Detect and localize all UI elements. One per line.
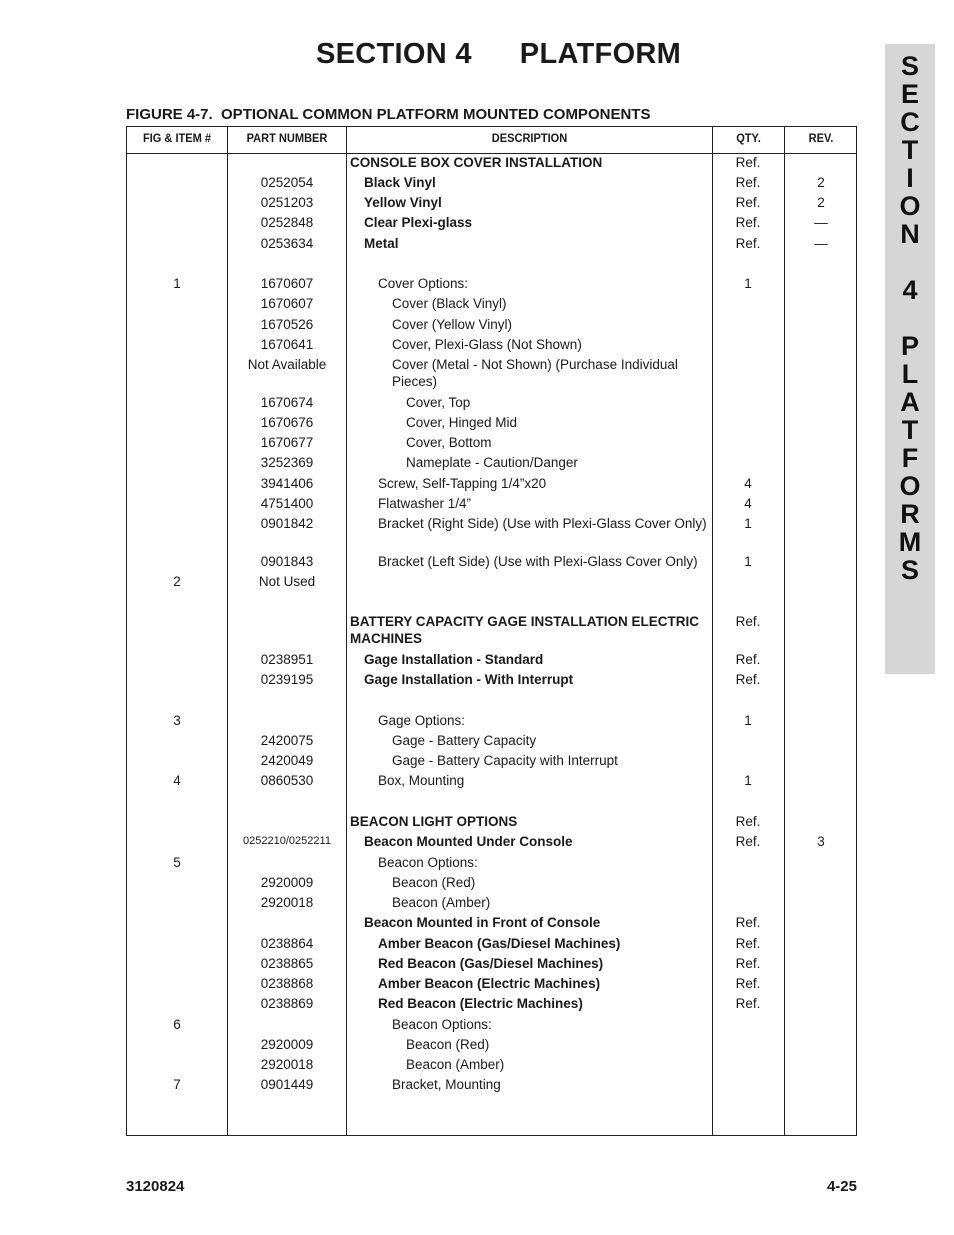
quantity: Ref. xyxy=(735,996,761,1011)
part-description: Bracket (Left Side) (Use with Plexi-Glass Cover Only) xyxy=(378,554,698,569)
part-number: 1670607 xyxy=(260,276,314,291)
fig-item-number: 7 xyxy=(173,1077,181,1092)
part-number: 0901843 xyxy=(260,554,314,569)
quantity: 1 xyxy=(744,554,752,569)
side-tab-letter: R xyxy=(900,499,920,529)
quantity: Ref. xyxy=(735,834,761,849)
side-tab-letter: S xyxy=(900,555,919,585)
part-description: Cover, Top xyxy=(406,395,471,410)
part-description: Cover Options: xyxy=(378,276,469,291)
fig-item-number: 2 xyxy=(173,574,181,589)
part-number: 0238951 xyxy=(260,652,314,667)
quantity: Ref. xyxy=(735,956,761,971)
part-number: 0238868 xyxy=(260,976,314,991)
part-description: Gage - Battery Capacity xyxy=(392,733,537,748)
part-description: Beacon (Amber) xyxy=(392,895,491,910)
quantity: Ref. xyxy=(735,155,761,170)
part-number: 2920018 xyxy=(260,895,314,910)
part-number: 0901842 xyxy=(260,516,314,531)
part-description: Yellow Vinyl xyxy=(364,195,442,210)
part-description: Gage Installation - Standard xyxy=(364,652,544,667)
page-number: 4-25 xyxy=(826,1178,857,1195)
part-number: 0901449 xyxy=(260,1077,314,1092)
quantity: Ref. xyxy=(735,652,761,667)
revision: — xyxy=(814,215,828,230)
part-description: Red Beacon (Electric Machines) xyxy=(378,996,583,1011)
part-number: 1670674 xyxy=(260,395,314,410)
part-description: Cover (Yellow Vinyl) xyxy=(392,317,513,332)
part-number: Not Used xyxy=(258,574,316,589)
column-divider xyxy=(784,126,785,1136)
part-description: Gage Installation - With Interrupt xyxy=(364,672,574,687)
part-description: Beacon (Red) xyxy=(392,875,476,890)
part-description: Cover (Metal - Not Shown) (Purchase Individual Pieces) xyxy=(392,357,678,389)
fig-item-number: 1 xyxy=(173,276,181,291)
part-description: Metal xyxy=(364,236,399,251)
part-description: Beacon Mounted Under Console xyxy=(364,834,573,849)
quantity: Ref. xyxy=(735,672,761,687)
quantity: 1 xyxy=(744,276,752,291)
fig-item-number: 6 xyxy=(173,1017,181,1032)
part-description: Cover, Plexi-Glass (Not Shown) xyxy=(392,337,582,352)
revision: 2 xyxy=(817,195,825,210)
side-tab-letter: T xyxy=(901,135,919,165)
part-description: CONSOLE BOX COVER INSTALLATION xyxy=(350,155,603,170)
quantity: Ref. xyxy=(735,195,761,210)
fig-item-number: 4 xyxy=(173,773,181,788)
part-number: 0253634 xyxy=(260,236,314,251)
part-number: 0251203 xyxy=(260,195,314,210)
part-description: Beacon (Red) xyxy=(406,1037,490,1052)
part-number: 1670526 xyxy=(260,317,314,332)
side-tab-letter: N xyxy=(900,219,920,249)
revision: 3 xyxy=(817,834,825,849)
part-number: 4751400 xyxy=(260,496,314,511)
part-number: 2920018 xyxy=(260,1057,314,1072)
section-label: SECTION 4 xyxy=(316,38,472,70)
quantity: 1 xyxy=(744,516,752,531)
fig-item-number: 3 xyxy=(173,713,181,728)
side-tab-letter: S xyxy=(900,51,919,81)
part-description: Nameplate - Caution/Danger xyxy=(406,455,578,470)
part-description: Cover, Hinged Mid xyxy=(406,415,518,430)
part-description: BEACON LIGHT OPTIONS xyxy=(350,814,518,829)
quantity: 1 xyxy=(744,773,752,788)
figure-title: FIGURE 4-7. OPTIONAL COMMON PLATFORM MOUNTED COMPONENTS xyxy=(126,106,651,123)
side-tab-letter: P xyxy=(900,331,919,361)
side-tab-letter: 4 xyxy=(902,275,918,305)
section-side-tab xyxy=(885,44,935,674)
part-number: 0239195 xyxy=(260,672,314,687)
part-description: Beacon Options: xyxy=(378,855,478,870)
side-tab-letter: M xyxy=(898,527,922,557)
part-number: 2420075 xyxy=(260,733,314,748)
side-tab-letter: L xyxy=(901,359,919,389)
column-header-part-number: PART NUMBER xyxy=(246,131,328,145)
column-header-rev: REV. xyxy=(808,131,834,145)
quantity: Ref. xyxy=(735,976,761,991)
quantity: 4 xyxy=(744,496,752,511)
part-description: Cover (Black Vinyl) xyxy=(392,296,507,311)
part-description: Beacon Options: xyxy=(392,1017,492,1032)
quantity: Ref. xyxy=(735,236,761,251)
part-description: Gage Options: xyxy=(378,713,466,728)
part-number: 3252369 xyxy=(260,455,314,470)
part-description: Beacon (Amber) xyxy=(406,1057,505,1072)
side-tab-letter: O xyxy=(899,191,921,221)
quantity: Ref. xyxy=(735,614,761,629)
column-header-qty: QTY. xyxy=(736,131,761,145)
side-tab-letter: T xyxy=(901,415,919,445)
part-description: Bracket (Right Side) (Use with Plexi-Glass Cover Only) xyxy=(378,516,707,531)
part-description: Beacon Mounted in Front of Console xyxy=(364,915,601,930)
part-description: Amber Beacon (Electric Machines) xyxy=(378,976,601,991)
part-description: Cover, Bottom xyxy=(406,435,492,450)
quantity: Ref. xyxy=(735,215,761,230)
quantity: Ref. xyxy=(735,175,761,190)
part-number: 0238869 xyxy=(260,996,314,1011)
part-number: 1670676 xyxy=(260,415,314,430)
quantity: Ref. xyxy=(735,936,761,951)
quantity: Ref. xyxy=(735,915,761,930)
part-description: Screw, Self-Tapping 1/4”x20 xyxy=(378,476,547,491)
revision: 2 xyxy=(817,175,825,190)
part-number: 2920009 xyxy=(260,1037,314,1052)
side-tab-letter: F xyxy=(901,443,919,473)
quantity: 4 xyxy=(744,476,752,491)
part-description: Red Beacon (Gas/Diesel Machines) xyxy=(378,956,604,971)
part-number: 0252210/0252211 xyxy=(243,835,331,847)
part-number: 0238865 xyxy=(260,956,314,971)
part-description: Amber Beacon (Gas/Diesel Machines) xyxy=(378,936,621,951)
part-number: 3941406 xyxy=(260,476,314,491)
column-header-fig: FIG & ITEM # xyxy=(142,131,212,145)
quantity: Ref. xyxy=(735,814,761,829)
part-number: 0252848 xyxy=(260,215,314,230)
part-description: Bracket, Mounting xyxy=(392,1077,501,1092)
column-header-description: DESCRIPTION xyxy=(491,131,568,145)
document-number: 3120824 xyxy=(126,1178,185,1195)
side-tab-letter: C xyxy=(900,107,920,137)
part-number: 2920009 xyxy=(260,875,314,890)
side-tab-letter: I xyxy=(906,163,914,193)
part-description: Clear Plexi-glass xyxy=(364,215,473,230)
part-number: 0238864 xyxy=(260,936,314,951)
section-name: PLATFORM xyxy=(519,38,682,70)
section-heading xyxy=(316,38,681,71)
fig-item-number: 5 xyxy=(173,855,181,870)
revision: — xyxy=(814,236,828,251)
part-description: Box, Mounting xyxy=(378,773,465,788)
part-number: 1670607 xyxy=(260,296,314,311)
side-tab-letter: O xyxy=(899,471,921,501)
part-number: 1670677 xyxy=(260,435,314,450)
part-number: 0252054 xyxy=(260,175,314,190)
part-description: Black Vinyl xyxy=(364,175,436,190)
side-tab-letter: E xyxy=(900,79,919,109)
part-description: BATTERY CAPACITY GAGE INSTALLATION ELECTRIC MACHINES xyxy=(350,614,700,646)
quantity: 1 xyxy=(744,713,752,728)
part-number: Not Available xyxy=(247,357,327,372)
column-divider xyxy=(346,126,347,1136)
part-number: 2420049 xyxy=(260,753,314,768)
part-number: 1670641 xyxy=(260,337,314,352)
part-description: Gage - Battery Capacity with Interrupt xyxy=(392,753,618,768)
part-description: Flatwasher 1/4” xyxy=(378,496,472,511)
side-tab-letter: A xyxy=(900,387,920,417)
part-number: 0860530 xyxy=(260,773,314,788)
